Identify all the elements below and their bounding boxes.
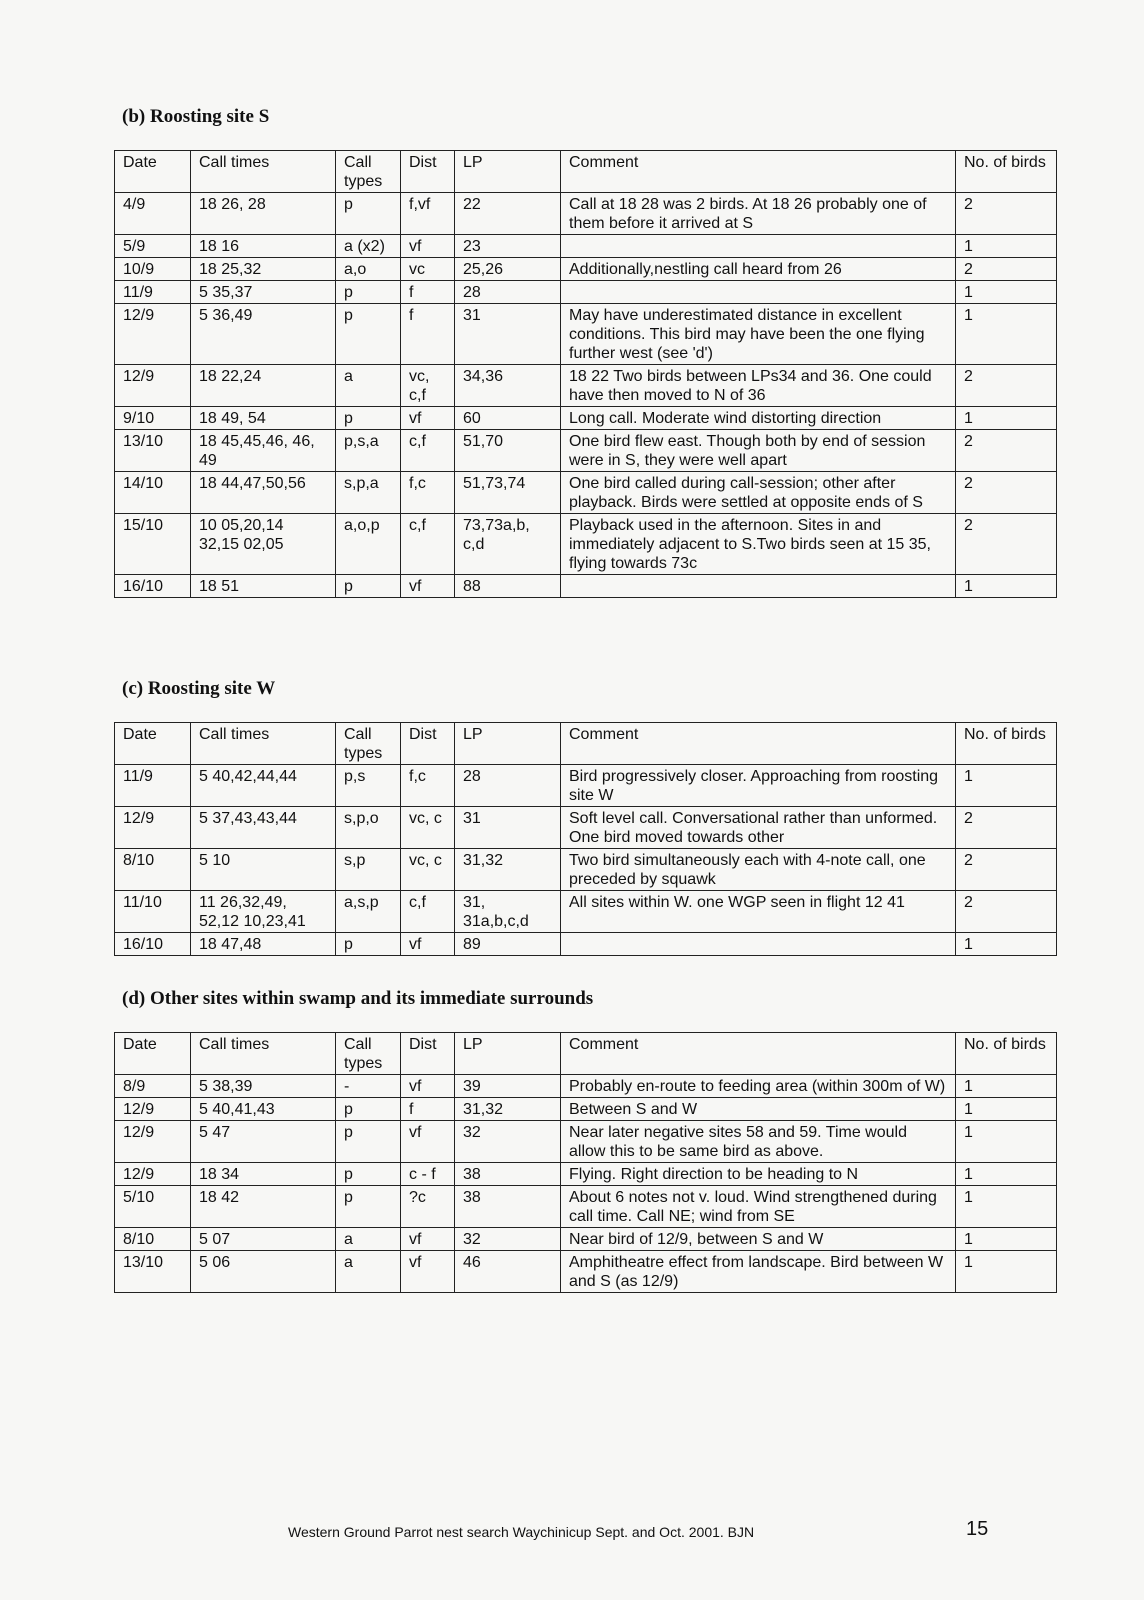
cell-call-times: 10 05,20,14 32,15 02,05 bbox=[191, 514, 336, 575]
cell-call-times: 5 40,42,44,44 bbox=[191, 765, 336, 807]
cell-call-types: a,s,p bbox=[336, 891, 401, 933]
cell-dist: f bbox=[401, 281, 455, 304]
cell-no-of-birds: 2 bbox=[956, 807, 1057, 849]
cell-no-of-birds: 2 bbox=[956, 430, 1057, 472]
table-row bbox=[115, 1121, 1057, 1163]
cell-date: 13/10 bbox=[115, 1251, 191, 1293]
table-row bbox=[115, 430, 1057, 472]
cell-date: 11/9 bbox=[115, 281, 191, 304]
cell-comment: All sites within W. one WGP seen in flight 12 41 bbox=[561, 891, 956, 933]
column-header-call-times: Call times bbox=[191, 1033, 336, 1075]
cell-dist: c,f bbox=[401, 514, 455, 575]
cell-call-times: 18 16 bbox=[191, 235, 336, 258]
cell-lp: 25,26 bbox=[455, 258, 561, 281]
column-header-lp: LP bbox=[455, 1033, 561, 1075]
cell-no-of-birds: 2 bbox=[956, 365, 1057, 407]
cell-dist: f,c bbox=[401, 765, 455, 807]
cell-comment: Two bird simultaneously each with 4-note call, one preceded by squawk bbox=[561, 849, 956, 891]
cell-dist: vf bbox=[401, 407, 455, 430]
table-row bbox=[115, 1163, 1057, 1186]
cell-call-types: a bbox=[336, 1251, 401, 1293]
cell-call-types: p,s bbox=[336, 765, 401, 807]
cell-dist: vc bbox=[401, 258, 455, 281]
cell-dist: f,vf bbox=[401, 193, 455, 235]
cell-lp: 60 bbox=[455, 407, 561, 430]
cell-date: 12/9 bbox=[115, 1163, 191, 1186]
cell-call-types: p bbox=[336, 1163, 401, 1186]
cell-call-types: a,o bbox=[336, 258, 401, 281]
cell-lp: 31 bbox=[455, 304, 561, 365]
cell-lp: 22 bbox=[455, 193, 561, 235]
cell-no-of-birds: 1 bbox=[956, 281, 1057, 304]
cell-call-types: p bbox=[336, 575, 401, 598]
cell-no-of-birds: 1 bbox=[956, 1251, 1057, 1293]
cell-no-of-birds: 2 bbox=[956, 193, 1057, 235]
cell-lp: 31 bbox=[455, 807, 561, 849]
cell-comment bbox=[561, 235, 956, 258]
cell-lp: 34,36 bbox=[455, 365, 561, 407]
cell-date: 13/10 bbox=[115, 430, 191, 472]
column-header-no-of-birds: No. of birds bbox=[956, 151, 1057, 193]
cell-date: 10/9 bbox=[115, 258, 191, 281]
cell-date: 16/10 bbox=[115, 933, 191, 956]
cell-call-times: 5 35,37 bbox=[191, 281, 336, 304]
cell-lp: 51,70 bbox=[455, 430, 561, 472]
cell-call-times: 5 07 bbox=[191, 1228, 336, 1251]
cell-no-of-birds: 1 bbox=[956, 235, 1057, 258]
header-row bbox=[115, 1033, 1057, 1075]
cell-lp: 88 bbox=[455, 575, 561, 598]
cell-call-times: 18 34 bbox=[191, 1163, 336, 1186]
column-header-lp: LP bbox=[455, 151, 561, 193]
table-row bbox=[115, 765, 1057, 807]
cell-call-times: 18 49, 54 bbox=[191, 407, 336, 430]
cell-call-times: 5 40,41,43 bbox=[191, 1098, 336, 1121]
cell-comment: Near bird of 12/9, between S and W bbox=[561, 1228, 956, 1251]
cell-dist: f bbox=[401, 304, 455, 365]
column-header-comment: Comment bbox=[561, 723, 956, 765]
cell-call-types: s,p,o bbox=[336, 807, 401, 849]
column-header-dist: Dist bbox=[401, 723, 455, 765]
cell-lp: 51,73,74 bbox=[455, 472, 561, 514]
cell-dist: vc, c,f bbox=[401, 365, 455, 407]
cell-call-types: p bbox=[336, 1098, 401, 1121]
cell-call-types: p bbox=[336, 933, 401, 956]
cell-comment: Amphitheatre effect from landscape. Bird between W and S (as 12/9) bbox=[561, 1251, 956, 1293]
cell-dist: c,f bbox=[401, 430, 455, 472]
cell-lp: 28 bbox=[455, 281, 561, 304]
cell-lp: 28 bbox=[455, 765, 561, 807]
cell-call-types: p bbox=[336, 281, 401, 304]
column-header-comment: Comment bbox=[561, 151, 956, 193]
cell-call-times: 5 06 bbox=[191, 1251, 336, 1293]
cell-dist: vc, c bbox=[401, 849, 455, 891]
table-row bbox=[115, 1098, 1057, 1121]
cell-dist: vf bbox=[401, 1121, 455, 1163]
cell-lp: 32 bbox=[455, 1228, 561, 1251]
cell-lp: 31,32 bbox=[455, 1098, 561, 1121]
cell-call-types: s,p,a bbox=[336, 472, 401, 514]
column-header-call-types: Call types bbox=[336, 1033, 401, 1075]
cell-no-of-birds: 2 bbox=[956, 258, 1057, 281]
table-row bbox=[115, 258, 1057, 281]
column-header-date: Date bbox=[115, 151, 191, 193]
cell-lp: 89 bbox=[455, 933, 561, 956]
cell-no-of-birds: 2 bbox=[956, 472, 1057, 514]
cell-call-times: 18 26, 28 bbox=[191, 193, 336, 235]
cell-call-times: 18 25,32 bbox=[191, 258, 336, 281]
cell-dist: ?c bbox=[401, 1186, 455, 1228]
cell-date: 5/9 bbox=[115, 235, 191, 258]
cell-no-of-birds: 1 bbox=[956, 1075, 1057, 1098]
cell-call-types: p bbox=[336, 1186, 401, 1228]
other-sites-table bbox=[114, 1032, 1057, 1293]
cell-call-types: a,o,p bbox=[336, 514, 401, 575]
cell-dist: vf bbox=[401, 1228, 455, 1251]
cell-date: 5/10 bbox=[115, 1186, 191, 1228]
cell-date: 12/9 bbox=[115, 807, 191, 849]
column-header-call-times: Call times bbox=[191, 151, 336, 193]
table-row bbox=[115, 1075, 1057, 1098]
table-row bbox=[115, 1228, 1057, 1251]
section-heading-roosting-site-w: (c) Roosting site W bbox=[122, 678, 276, 699]
cell-lp: 32 bbox=[455, 1121, 561, 1163]
cell-comment: Call at 18 28 was 2 birds. At 18 26 probably one of them before it arrived at S bbox=[561, 193, 956, 235]
header-row bbox=[115, 151, 1057, 193]
cell-comment: May have underestimated distance in excellent conditions. This bird may have been the one flying further west (see 'd') bbox=[561, 304, 956, 365]
table-row bbox=[115, 407, 1057, 430]
cell-call-times: 5 36,49 bbox=[191, 304, 336, 365]
column-header-no-of-birds: No. of birds bbox=[956, 1033, 1057, 1075]
table-row bbox=[115, 304, 1057, 365]
cell-call-types: p bbox=[336, 193, 401, 235]
cell-dist: vf bbox=[401, 1251, 455, 1293]
cell-dist: vc, c bbox=[401, 807, 455, 849]
cell-comment: Between S and W bbox=[561, 1098, 956, 1121]
cell-comment: Additionally,nestling call heard from 26 bbox=[561, 258, 956, 281]
cell-call-times: 18 22,24 bbox=[191, 365, 336, 407]
cell-date: 12/9 bbox=[115, 365, 191, 407]
cell-date: 8/10 bbox=[115, 1228, 191, 1251]
cell-date: 12/9 bbox=[115, 1121, 191, 1163]
page-number: 15 bbox=[966, 1518, 989, 1540]
cell-comment: Near later negative sites 58 and 59. Time would allow this to be same bird as above. bbox=[561, 1121, 956, 1163]
cell-date: 11/9 bbox=[115, 765, 191, 807]
cell-no-of-birds: 2 bbox=[956, 891, 1057, 933]
table-row bbox=[115, 514, 1057, 575]
cell-call-times: 18 45,45,46, 46, 49 bbox=[191, 430, 336, 472]
cell-call-types: - bbox=[336, 1075, 401, 1098]
cell-call-times: 11 26,32,49, 52,12 10,23,41 bbox=[191, 891, 336, 933]
cell-call-types: p,s,a bbox=[336, 430, 401, 472]
column-header-no-of-birds: No. of birds bbox=[956, 723, 1057, 765]
cell-lp: 38 bbox=[455, 1163, 561, 1186]
cell-comment bbox=[561, 281, 956, 304]
cell-dist: vf bbox=[401, 1075, 455, 1098]
table-row bbox=[115, 1186, 1057, 1228]
column-header-lp: LP bbox=[455, 723, 561, 765]
column-header-dist: Dist bbox=[401, 151, 455, 193]
table-row bbox=[115, 281, 1057, 304]
cell-call-times: 5 10 bbox=[191, 849, 336, 891]
cell-call-types: a bbox=[336, 1228, 401, 1251]
cell-no-of-birds: 1 bbox=[956, 407, 1057, 430]
cell-comment: Flying. Right direction to be heading to N bbox=[561, 1163, 956, 1186]
footer-text: Western Ground Parrot nest search Waychinicup Sept. and Oct. 2001. BJN bbox=[288, 1524, 755, 1540]
cell-date: 4/9 bbox=[115, 193, 191, 235]
cell-date: 8/10 bbox=[115, 849, 191, 891]
roosting-site-w-table bbox=[114, 722, 1057, 956]
cell-comment: Bird progressively closer. Approaching from roosting site W bbox=[561, 765, 956, 807]
cell-dist: f,c bbox=[401, 472, 455, 514]
cell-comment: One bird called during call-session; other after playback. Birds were settled at opposite ends of S bbox=[561, 472, 956, 514]
cell-date: 8/9 bbox=[115, 1075, 191, 1098]
cell-dist: c - f bbox=[401, 1163, 455, 1186]
section-heading-other-sites: (d) Other sites within swamp and its immediate surrounds bbox=[122, 988, 594, 1009]
cell-lp: 23 bbox=[455, 235, 561, 258]
cell-comment: Playback used in the afternoon. Sites in and immediately adjacent to S.Two birds seen at 15 35, flying towards 73c bbox=[561, 514, 956, 575]
column-header-dist: Dist bbox=[401, 1033, 455, 1075]
cell-no-of-birds: 1 bbox=[956, 933, 1057, 956]
cell-no-of-birds: 1 bbox=[956, 1121, 1057, 1163]
roosting-site-s-table bbox=[114, 150, 1057, 598]
cell-lp: 31,32 bbox=[455, 849, 561, 891]
cell-dist: f bbox=[401, 1098, 455, 1121]
table-row bbox=[115, 933, 1057, 956]
cell-comment: Long call. Moderate wind distorting direction bbox=[561, 407, 956, 430]
cell-lp: 46 bbox=[455, 1251, 561, 1293]
table-row bbox=[115, 891, 1057, 933]
cell-lp: 38 bbox=[455, 1186, 561, 1228]
cell-call-types: a (x2) bbox=[336, 235, 401, 258]
cell-date: 16/10 bbox=[115, 575, 191, 598]
header-row bbox=[115, 723, 1057, 765]
cell-date: 11/10 bbox=[115, 891, 191, 933]
cell-call-times: 18 44,47,50,56 bbox=[191, 472, 336, 514]
cell-dist: vf bbox=[401, 235, 455, 258]
cell-call-types: s,p bbox=[336, 849, 401, 891]
cell-call-times: 5 37,43,43,44 bbox=[191, 807, 336, 849]
cell-no-of-birds: 1 bbox=[956, 575, 1057, 598]
cell-call-times: 18 51 bbox=[191, 575, 336, 598]
cell-comment: Soft level call. Conversational rather than unformed. One bird moved towards other bbox=[561, 807, 956, 849]
table-row bbox=[115, 575, 1057, 598]
cell-lp: 73,73a,b, c,d bbox=[455, 514, 561, 575]
cell-call-types: p bbox=[336, 304, 401, 365]
column-header-comment: Comment bbox=[561, 1033, 956, 1075]
cell-no-of-birds: 2 bbox=[956, 514, 1057, 575]
column-header-call-types: Call types bbox=[336, 151, 401, 193]
cell-date: 15/10 bbox=[115, 514, 191, 575]
cell-date: 12/9 bbox=[115, 304, 191, 365]
cell-no-of-birds: 1 bbox=[956, 765, 1057, 807]
cell-no-of-birds: 2 bbox=[956, 849, 1057, 891]
cell-no-of-birds: 1 bbox=[956, 1163, 1057, 1186]
cell-call-types: a bbox=[336, 365, 401, 407]
table-row bbox=[115, 365, 1057, 407]
cell-date: 12/9 bbox=[115, 1098, 191, 1121]
column-header-call-times: Call times bbox=[191, 723, 336, 765]
section-heading-roosting-site-s: (b) Roosting site S bbox=[122, 106, 270, 127]
cell-no-of-birds: 1 bbox=[956, 1186, 1057, 1228]
cell-dist: vf bbox=[401, 575, 455, 598]
column-header-call-types: Call types bbox=[336, 723, 401, 765]
cell-date: 14/10 bbox=[115, 472, 191, 514]
cell-call-times: 18 42 bbox=[191, 1186, 336, 1228]
cell-call-types: p bbox=[336, 407, 401, 430]
cell-call-times: 18 47,48 bbox=[191, 933, 336, 956]
cell-lp: 39 bbox=[455, 1075, 561, 1098]
cell-dist: c,f bbox=[401, 891, 455, 933]
cell-comment: Probably en-route to feeding area (within 300m of W) bbox=[561, 1075, 956, 1098]
cell-comment bbox=[561, 575, 956, 598]
cell-comment: One bird flew east. Though both by end of session were in S, they were well apart bbox=[561, 430, 956, 472]
cell-date: 9/10 bbox=[115, 407, 191, 430]
cell-dist: vf bbox=[401, 933, 455, 956]
cell-comment: About 6 notes not v. loud. Wind strengthened during call time. Call NE; wind from SE bbox=[561, 1186, 956, 1228]
cell-no-of-birds: 1 bbox=[956, 1228, 1057, 1251]
cell-lp: 31, 31a,b,c,d bbox=[455, 891, 561, 933]
table-row bbox=[115, 849, 1057, 891]
table-row bbox=[115, 235, 1057, 258]
table-row bbox=[115, 1251, 1057, 1293]
cell-call-times: 5 38,39 bbox=[191, 1075, 336, 1098]
column-header-date: Date bbox=[115, 723, 191, 765]
cell-comment: 18 22 Two birds between LPs34 and 36. One could have then moved to N of 36 bbox=[561, 365, 956, 407]
cell-call-types: p bbox=[336, 1121, 401, 1163]
table-row bbox=[115, 193, 1057, 235]
cell-call-times: 5 47 bbox=[191, 1121, 336, 1163]
column-header-date: Date bbox=[115, 1033, 191, 1075]
cell-no-of-birds: 1 bbox=[956, 1098, 1057, 1121]
table-row bbox=[115, 472, 1057, 514]
cell-comment bbox=[561, 933, 956, 956]
table-row bbox=[115, 807, 1057, 849]
cell-no-of-birds: 1 bbox=[956, 304, 1057, 365]
